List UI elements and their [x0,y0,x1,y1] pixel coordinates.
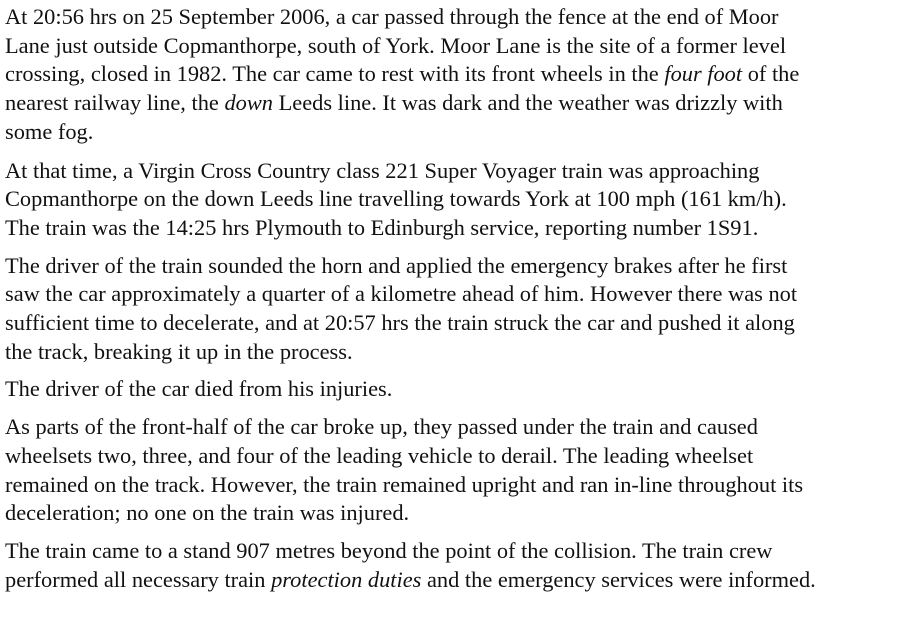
paragraph-text: The driver of the train sounded the horn and applied the emergency brakes after he first saw the car approximately a quarter of a kilometre ahead of him. However there was not sufficient time to decelerate, and at 20:57 hrs the train struck the car and pushed it along the track, breaking it up in the process. [5,252,798,364]
paragraph-text: of the nearest railway line, the [5,61,800,116]
paragraph-text: The driver of the car died from his injuries. [5,376,393,402]
paragraph-text: As parts of the front-half of the car broke up, they passed under the train and caused wheelsets two, three, and four of the leading vehicle to derail. The leading wheelset remained on the track. However, the train remained upright and ran in-line throughout its deceleration; no one on the train was injured. [5,414,804,526]
paragraph-text: and the emergency services were informed. [421,566,816,592]
paragraph-derailment [5,413,908,528]
document-body [5,3,908,603]
italic-term: down [224,90,273,116]
italic-term: protection duties [271,566,422,592]
paragraph-text: At 20:56 hrs on 25 September 2006, a car passed through the fence at the end of Moor Lane just outside Copmanthorpe, south of York. Moor Lane is the site of a former level crossing, closed in 1982. The car came to rest with its front wheels in the [5,4,787,87]
paragraph-text: The train came to a stand 907 metres beyond the point of the collision. The train crew performed all necessary train [5,537,773,592]
paragraph-text: Leeds line. It was dark and the weather was drizzly with some fog. [5,90,783,144]
paragraph-text: At that time, a Virgin Cross Country class 221 Super Voyager train was approaching Copmanthorpe on the down Leeds line travelling towards York at 100 mph (161 km/h). The train was the 14:25 hrs Plymouth to Edinburgh service, reporting number 1S91. [5,157,787,240]
italic-term: four foot [664,61,743,87]
paragraph-incident [5,3,908,147]
paragraph-fatality [5,375,908,404]
paragraph-aftermath [5,537,908,594]
paragraph-collision [5,252,908,367]
paragraph-train [5,157,908,243]
